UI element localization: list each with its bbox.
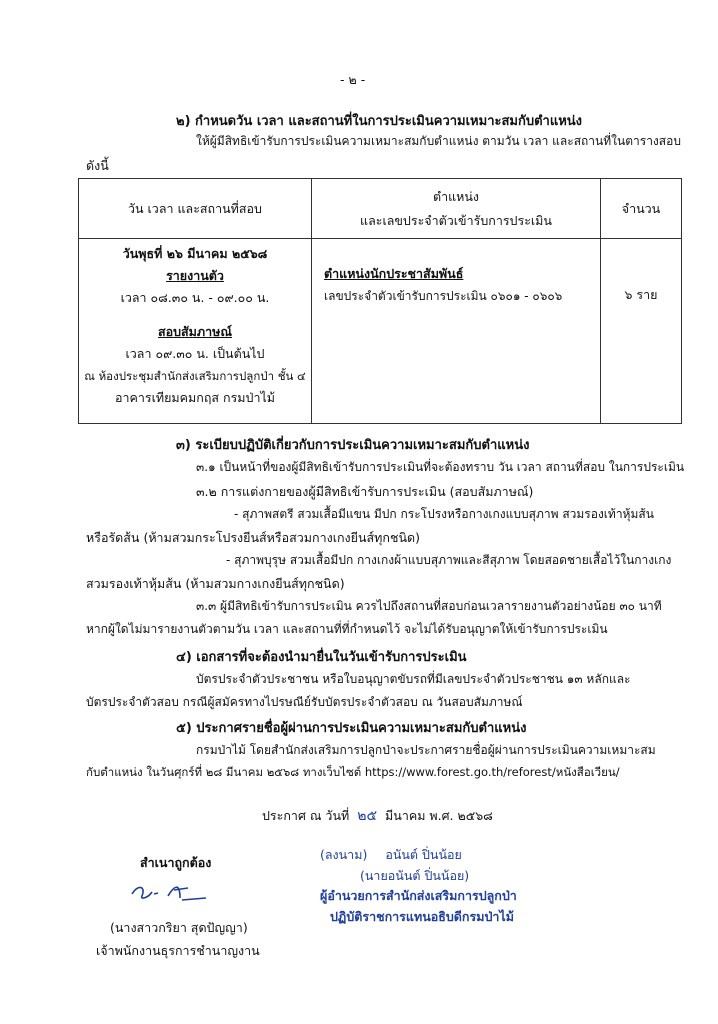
exam-date: วันพุธที่ ๒๖ มีนาคม ๒๕๖๘ [122,246,268,261]
header-count: จำนวน [621,200,661,216]
male-dress-line2: สวมรองเท้าหุ้มส้น (ห้ามสวมกางเกงยีนส์ทุกชนิด) [86,576,345,591]
cell-count [601,239,682,424]
table-header-col1 [79,179,312,239]
section2-heading: ๒) กำหนดวัน เวลา และสถานที่ในการประเมินความเหมาะสมกับตำแหน่ง [176,114,583,129]
schedule-table [78,178,682,424]
header-position: ตำแหน่ง [432,188,480,204]
section4-line1: บัตรประจำตัวประชาชน หรือใบอนุญาตขับรถที่มีเลขประจำตัวประชาชน ๑๓ หลักและ [196,672,631,686]
announce-prefix: ประกาศ ณ วันที่ [262,808,350,823]
section4-line2: บัตรประจำตัวสอบ กรณีผู้สมัครทางไปรษณีย์รับบัตรประจำตัวสอบ ณ วันสอบสัมภาษณ์ [86,695,523,709]
interview-label: สอบสัมภาษณ์ [157,324,233,339]
table-header-col2 [312,179,601,239]
announce-date [262,805,493,827]
male-dress-line1: - สุภาพบุรุษ สวมเสื้อมีปก กางเกงผ้าแบบสุภาพและสีสุภาพ โดยสอดชายเสื้อไว้ในกางเกง [226,553,672,567]
section3-item3-line1: ๓.๓ ผู้มีสิทธิเข้ารับการประเมิน ควรไปถึงสถานที่สอบก่อนเวลารายงานตัวอย่างน้อย ๓๐ นาที [196,599,662,613]
page-number: - ๒ - [340,72,366,87]
section5-heading: ๕) ประกาศรายชื่อผู้ผ่านการประเมินความเหมาะสมกับตำแหน่ง [176,721,527,736]
signed-prefix: (ลงนาม) [320,847,368,862]
header-date-place: วัน เวลา และสถานที่สอบ [128,200,262,216]
section2-line1: ให้ผู้มีสิทธิเข้ารับการประเมินความเหมาะสมกับตำแหน่ง ตามวัน เวลา และสถานที่ในตารางสอบ [196,134,681,148]
report-time: เวลา ๐๘.๓๐ น. - ๐๙.๐๐ น. [120,290,270,305]
signed-line [320,845,462,865]
signed-name: อนันต์ ปิ่นน้อย [385,847,462,862]
position-name: ตำแหน่งนักประชาสัมพันธ์ [324,266,464,281]
count-value: ๖ ราย [624,287,658,302]
section5-line1: กรมป่าไม้ โดยสำนักส่งเสริมการปลูกป่าจะประกาศรายชื่อผู้ผ่านการประเมินความเหมาะสม [196,743,656,757]
female-dress-line2: หรือรัดส้น (ห้ามสวมกระโปรงยีนส์หรือสวมกางเกงยีนส์ทุกชนิด) [86,530,420,545]
section3-item1: ๓.๑ เป็นหน้าที่ของผู้มีสิทธิเข้ารับการประเมินที่จะต้องทราบ วัน เวลา สถานที่สอบ ในการประเมิน [196,460,685,474]
section3-heading: ๓) ระเบียบปฏิบัติเกี่ยวกับการประเมินความเหมาะสมกับตำแหน่ง [176,438,530,453]
section4-heading: ๔) เอกสารที่จะต้องนำมายื่นในวันเข้ารับการประเมิน [176,650,467,665]
right-signer-position1: ผู้อำนวยการสำนักส่งเสริมการปลูกป่า [320,888,517,903]
id-range: เลขประจำตัวเข้ารับการประเมิน ๐๖๐๑ - ๐๖๐๖ [324,289,563,303]
announce-day: ๒๕ [357,808,378,824]
female-dress-line1: - สุภาพสตรี สวมเสื้อมีแขน มีปก กระโปรงหรือกางเกงแบบสุภาพ สวมรองเท้าหุ้มส้น [234,507,654,521]
section5-line2: กับตำแหน่ง ในวันศุกร์ที่ ๒๘ มีนาคม ๒๕๖๘ ทางเว็บไซต์ https://www.forest.go.th/reforest/หนังสือเวียน/ [86,765,620,779]
report-label: รายงานตัว [166,268,224,283]
section3-item2: ๓.๒ การแต่งกายของผู้มีสิทธิเข้ารับการประเมิน (สอบสัมภาษณ์) [196,484,534,499]
cell-position [312,239,601,424]
certified-label: สำเนาถูกต้อง [140,855,212,870]
table-row [79,239,682,424]
left-signer-name: (นางสาวกริยา สุดปัญญา) [110,920,248,935]
right-signer-name: (นายอนันต์ ปิ่นน้อย) [360,868,470,883]
place-line1: ณ ห้องประชุมสำนักส่งเสริมการปลูกป่า ชั้น ๔ [84,369,306,383]
handwritten-signature-icon [128,876,208,906]
header-id-number: และเลขประจำตัวเข้ารับการประเมิน [360,212,552,228]
table-header-col3 [601,179,682,239]
place-line2: อาคารเทียมคมกฤส กรมป่าไม้ [114,390,276,405]
right-signer-position2: ปฏิบัติราชการแทนอธิบดีกรมป่าไม้ [330,909,514,924]
cell-date-place [79,239,312,424]
left-signer-position: เจ้าพนักงานธุรการชำนาญงาน [96,943,260,958]
section2-line2: ดังนี้ [86,158,109,173]
announce-rest: มีนาคม พ.ศ. ๒๕๖๘ [385,808,493,823]
section3-item3-line2: หากผู้ใดไม่มารายงานตัวตามวัน เวลา และสถานที่ที่กำหนดไว้ จะไม่ได้รับอนุญาตให้เข้ารับการประเมิน [86,622,608,636]
interview-time: เวลา ๐๙.๓๐ น. เป็นต้นไป [125,346,265,361]
